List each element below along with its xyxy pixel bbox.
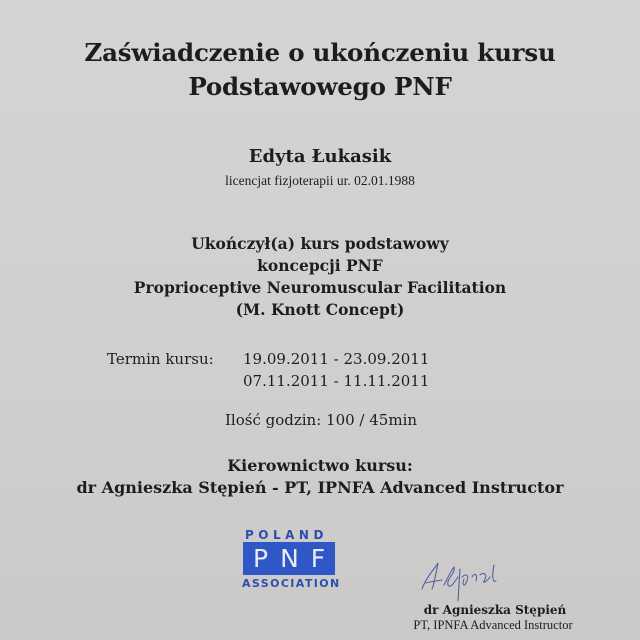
- management-name: dr Agnieszka Stępień - PT, IPNFA Advanced Instructor: [76, 478, 564, 497]
- course-line-4: (M. Knott Concept): [235, 300, 405, 319]
- term-date-2: 07.11.2011 - 11.11.2011: [243, 372, 430, 390]
- logo-top-text: POLAND: [245, 528, 328, 542]
- course-line-1: Ukończył(a) kurs podstawowy: [191, 234, 449, 253]
- signature-icon: [418, 555, 518, 605]
- hours: Ilość godzin: 100 / 45min: [225, 411, 418, 429]
- certificate-title-line-1: Zaświadczenie o ukończeniu kursu: [84, 38, 556, 67]
- recipient-name: Edyta Łukasik: [248, 146, 392, 167]
- logo-pnf-box: PNF: [243, 542, 335, 575]
- recipient-details: licencjat fizjoterapii ur. 02.01.1988: [225, 173, 415, 188]
- course-line-2: koncepcji PNF: [257, 256, 383, 275]
- certificate-title-line-2: Podstawowego PNF: [188, 72, 452, 101]
- term-label: Termin kursu:: [107, 350, 214, 368]
- logo-bottom-text: ASSOCIATION: [242, 577, 341, 590]
- term-date-1: 19.09.2011 - 23.09.2011: [243, 350, 430, 368]
- course-line-3: Proprioceptive Neuromuscular Facilitation: [133, 278, 507, 297]
- signatory-role: PT, IPNFA Advanced Instructor: [413, 618, 573, 632]
- poland-pnf-association-logo: [241, 528, 341, 594]
- signatory-name: dr Agnieszka Stępień: [423, 603, 567, 617]
- management-label: Kierownictwo kursu:: [227, 456, 413, 475]
